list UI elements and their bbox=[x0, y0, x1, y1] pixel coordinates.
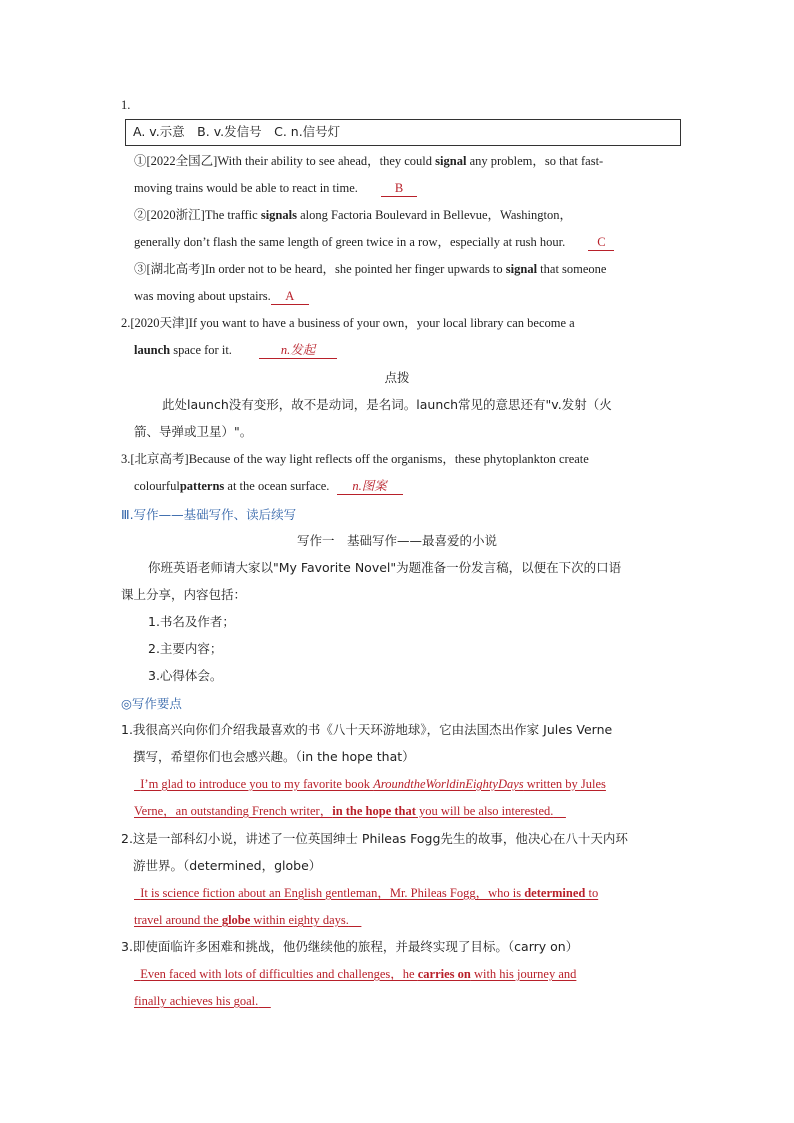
q1-sentence-3: ③[湖北高考]In order not to be heard，she pointed her finger upwards to signal that someone bbox=[134, 262, 607, 276]
answer-blank: C bbox=[588, 235, 614, 251]
prompt-line-1: 你班英语老师请大家以"My Favorite Novel"为题准备一份发言稿，以便在下次的口语 bbox=[148, 560, 622, 575]
question-3: 3.[北京高考]Because of the way light reflects off the organisms，these phytoplankton create bbox=[121, 452, 589, 466]
item-1-answer: I’m glad to introduce you to my favorite book AroundtheWorldinEightyDays written by Jules bbox=[140, 777, 606, 791]
item-2-answer-line2: travel around the globe within eighty days. bbox=[134, 913, 349, 927]
q1-sentence-1-line2: moving trains would be able to react in time. B bbox=[134, 180, 417, 197]
answer-blank: n.图案 bbox=[337, 479, 403, 495]
item-1-prompt-line2: 撰写，希望你们也会感兴趣。（in the hope that） bbox=[133, 749, 415, 764]
content-point-3: 3.心得体会。 bbox=[148, 668, 223, 683]
tip-title: 点拨 bbox=[384, 370, 410, 385]
item-2-prompt: 2.这是一部科幻小说，讲述了一位英国绅士 Phileas Fogg先生的故事，他决心在八十天内环 bbox=[121, 831, 628, 846]
answer-blank: A bbox=[271, 289, 309, 305]
content-point-2: 2.主要内容； bbox=[148, 641, 223, 656]
question-1-options: A. v.示意 B. v.发信号 C. n.信号灯 bbox=[133, 124, 341, 139]
question-2-line2: launch space for it. n.发起 bbox=[134, 342, 337, 359]
answer-blank: n.发起 bbox=[259, 343, 337, 359]
q1-sentence-1: ①[2022全国乙]With their ability to see ahead，they could signal any problem，so that fast- bbox=[134, 154, 604, 168]
item-3-prompt: 3.即使面临许多困难和挑战，他仍继续他的旅程，并最终实现了目标。（carry on） bbox=[121, 939, 579, 954]
item-1-prompt: 1.我很高兴向你们介绍我最喜欢的书《八十天环游地球》，它由法国杰出作家 Jules Verne bbox=[121, 722, 613, 737]
q1-sentence-2-line2: generally don’t flash the same length of green twice in a row，especially at rush hour. C bbox=[134, 234, 614, 251]
content-point-1: 1.书名及作者； bbox=[148, 614, 235, 629]
q1-sentence-3-line2: was moving about upstairs. A bbox=[134, 288, 309, 305]
question-2: 2.[2020天津]If you want to have a business of your own，your local library can become a bbox=[121, 316, 575, 330]
item-3-answer-line2: finally achieves his goal. bbox=[134, 994, 259, 1008]
key-points-title: ◎写作要点 bbox=[121, 696, 182, 711]
prompt-line-2: 课上分享，内容包括： bbox=[121, 587, 247, 602]
tip-line-2: 箭、导弹或卫星）"。 bbox=[134, 424, 253, 439]
item-2-answer: It is science fiction about an English gentleman，Mr. Phileas Fogg，who is determined to bbox=[140, 886, 599, 900]
section-heading: Ⅲ.写作——基础写作、读后续写 bbox=[121, 507, 297, 522]
writing-title: 写作一 基础写作——最喜爱的小说 bbox=[296, 533, 497, 548]
item-2-prompt-line2: 游世界。（determined，globe） bbox=[133, 858, 322, 873]
answer-blank: B bbox=[381, 181, 417, 197]
item-3-answer: Even faced with lots of difficulties and challenges，he carries on with his journey and bbox=[140, 967, 577, 981]
question-1-number: 1. bbox=[121, 98, 131, 112]
question-3-line2: colourfulpatterns at the ocean surface. n.图案 bbox=[134, 478, 403, 495]
q1-sentence-2: ②[2020浙江]The traffic signals along Factoria Boulevard in Bellevue，Washington， bbox=[134, 208, 572, 222]
item-1-answer-line2: Verne，an outstanding French writer，in the hope that you will be also interested. bbox=[134, 804, 554, 818]
tip-line-1: 此处launch没有变形，故不是动词，是名词。launch常见的意思还有"v.发射（火 bbox=[162, 397, 612, 412]
